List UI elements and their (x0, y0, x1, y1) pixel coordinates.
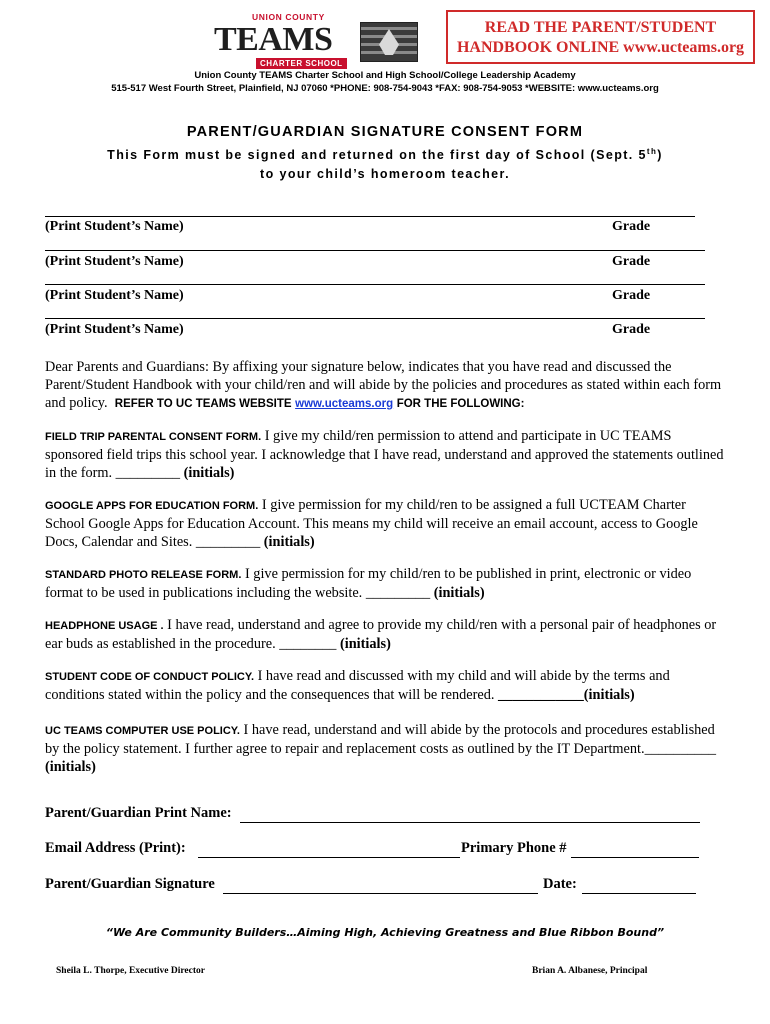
student-name-line[interactable] (45, 216, 695, 217)
initials-field[interactable]: (initials) (183, 465, 235, 481)
school-address: 515-517 West Fourth Street, Plainfield, NJ 07060 *PHONE: 908-754-9043 *FAX: 908-754-9053 *WEBSITE: www.ucteams.org (111, 83, 659, 94)
website-link[interactable]: www.ucteams.org (295, 398, 394, 410)
email-field[interactable] (198, 857, 460, 858)
section-body: I have read and discussed with my child and will abide by the terms and conditions stated within the policy and the consequences that will be rendered. (45, 668, 670, 703)
phone-label: Primary Phone # (461, 840, 567, 856)
section-heading: HEADPHONE USAGE . (45, 620, 164, 632)
section-heading: GOOGLE APPS FOR EDUCATION FORM. (45, 500, 259, 512)
section-body: I give my child/ren permission to attend and participate in UC TEAMS sponsored field trips this school year. I acknowledge that I have read, understand and approved the statements outlined in the form. _________ (45, 428, 724, 481)
section-heading: UC TEAMS COMPUTER USE POLICY. (45, 725, 240, 737)
section-heading: FIELD TRIP PARENTAL CONSENT FORM. (45, 431, 262, 443)
grade-label: Grade (612, 288, 651, 303)
section-body: I give permission for my child/ren to be published in print, electronic or video format to be used in publications including the website. _________ (45, 566, 692, 601)
initials-field[interactable]: ____________(initials) (498, 687, 635, 703)
print-name-row (45, 805, 705, 822)
initials-field[interactable]: (initials) (263, 534, 315, 550)
banner-line-1: READ THE PARENT/STUDENT (484, 19, 717, 36)
print-name-label: Parent/Guardian Print Name: (45, 805, 232, 821)
school-name: Union County TEAMS Charter School and High School/College Leadership Academy (194, 70, 576, 81)
signature-label: Parent/Guardian Signature (45, 876, 215, 892)
date-field[interactable] (582, 893, 696, 894)
intro-paragraph: Dear Parents and Guardians: By affixing your signature below, indicates that you have read and discussed the Parent/Student Handbook with your child/ren and will abide by the policies and procedures as stated within each form and policy. REFER TO UC TEAMS WEBSITE www.ucteams.org FOR THE FOLLOWING: (45, 359, 722, 411)
computer-use-section (45, 721, 725, 776)
section-body: I give permission for my child/ren to be assigned a full UCTEAM Charter School Google Apps for Education Account. This means my child will receive an email account, access to Google Docs, Calendar and Sites. _________ (45, 497, 698, 550)
email-row (45, 840, 705, 857)
signature-field[interactable] (223, 893, 538, 894)
student-name-label: (Print Student’s Name) (45, 322, 184, 337)
initials-field[interactable]: (initials) (340, 636, 391, 652)
grade-label: Grade (612, 219, 651, 234)
section-heading: STUDENT CODE OF CONDUCT POLICY. (45, 671, 255, 683)
form-subtitle-2: to your child’s homeroom teacher. (260, 167, 510, 181)
logo-emblem-icon (360, 22, 418, 62)
date-label: Date: (543, 876, 577, 892)
student-name-label: (Print Student’s Name) (45, 219, 184, 234)
student-name-line[interactable] (45, 284, 705, 285)
phone-field[interactable] (571, 857, 699, 858)
form-title: PARENT/GUARDIAN SIGNATURE CONSENT FORM (186, 124, 584, 140)
refer-prefix: REFER TO UC TEAMS WEBSITE (114, 398, 292, 410)
print-name-field[interactable] (240, 822, 700, 823)
logo-bottom-text: CHARTER SCHOOL (256, 58, 347, 69)
field-trip-section (45, 427, 725, 482)
logo-main-text: TEAMS (214, 21, 333, 58)
handbook-banner (446, 10, 755, 64)
photo-release-section (45, 565, 725, 602)
student-name-label: (Print Student’s Name) (45, 288, 184, 303)
google-apps-section (45, 496, 725, 551)
section-body: I have read, understand and agree to provide my child/ren with a personal pair of headphones or ear buds as established in the procedure. ________ (45, 617, 717, 652)
student-name-label: (Print Student’s Name) (45, 254, 184, 269)
section-body: I have read, understand and will abide by the protocols and procedures established by the policy statement. I further agree to repair and replacement costs as outlined by the IT Department.__________ (45, 722, 717, 757)
refer-suffix: FOR THE FOLLOWING: (396, 398, 525, 410)
logo-top-text: UNION COUNTY (252, 12, 325, 22)
initials-field[interactable]: (initials) (433, 585, 485, 601)
principal-name: Brian A. Albanese, Principal (532, 966, 648, 976)
banner-line-2: HANDBOOK ONLINE www.ucteams.org (456, 39, 745, 56)
section-heading: STANDARD PHOTO RELEASE FORM. (45, 569, 242, 581)
headphone-section (45, 616, 725, 653)
form-subtitle-1: This Form must be signed and returned on the first day of School (Sept. 5th) (107, 147, 663, 163)
school-motto: “We Are Community Builders…Aiming High, Achieving Greatness and Blue Ribbon Bound” (105, 926, 665, 939)
grade-label: Grade (612, 254, 651, 269)
signature-row (45, 876, 705, 893)
grade-label: Grade (612, 322, 651, 337)
code-of-conduct-section (45, 667, 725, 704)
email-label: Email Address (Print): (45, 840, 186, 856)
school-logo (212, 12, 420, 72)
executive-director-name: Sheila L. Thorpe, Executive Director (56, 966, 205, 976)
student-name-line[interactable] (45, 318, 705, 319)
student-name-line[interactable] (45, 250, 705, 251)
initials-field[interactable]: (initials) (45, 759, 96, 775)
